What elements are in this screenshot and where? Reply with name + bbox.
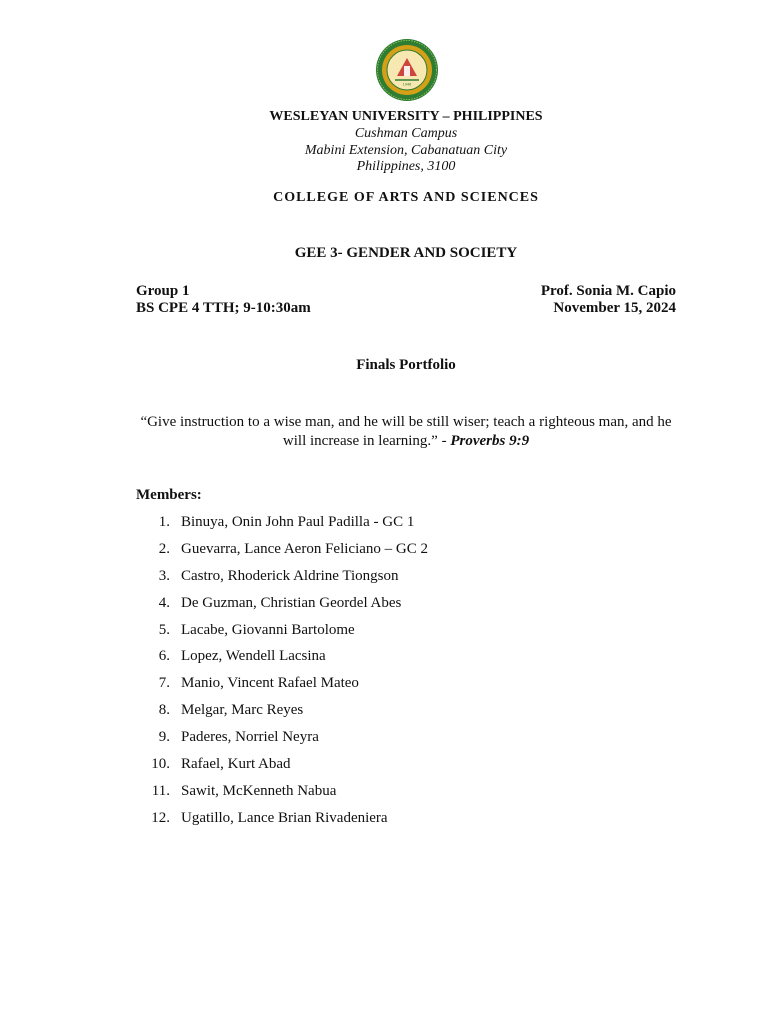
section-label: BS CPE 4 TTH; 9-10:30am — [136, 300, 311, 316]
member-name: Melgar, Marc Reyes — [181, 702, 304, 719]
member-name: Lopez, Wendell Lacsina — [181, 648, 326, 665]
college-name: COLLEGE OF ARTS AND SCIENCES — [273, 190, 539, 205]
course-title: GEE 3- GENDER AND SOCIETY — [294, 245, 518, 261]
list-item-number: 9. — [158, 729, 170, 746]
member-name: Manio, Vincent Rafael Mateo — [181, 675, 359, 692]
list-item-number: 7. — [158, 675, 170, 692]
member-name: Guevarra, Lance Aeron Feliciano – GC 2 — [181, 540, 428, 557]
list-item-number: 2. — [158, 540, 170, 557]
university-name: WESLEYAN UNIVERSITY – PHILIPPINES — [269, 109, 543, 124]
list-item-number: 6. — [158, 648, 170, 665]
list-item-number: 11. — [151, 782, 170, 799]
list-item-number: 1. — [158, 514, 170, 530]
university-seal-logo — [375, 38, 439, 102]
list-item-number: 12. — [151, 809, 170, 826]
country-line: Philippines, 3100 — [356, 159, 456, 174]
group-label: Group 1 — [136, 283, 190, 299]
member-name: De Guzman, Christian Geordel Abes — [181, 594, 402, 611]
list-item-number: 5. — [158, 621, 170, 638]
street-line: Mabini Extension, Cabanatuan City — [304, 142, 508, 158]
member-name: Paderes, Norriel Neyra — [181, 729, 319, 746]
quote-reference: Proverbs 9:9 — [450, 433, 530, 449]
quote-text: “Give instruction to a wise man, and he will be still wiser; teach a righteous man, and he will increase in learning.” - — [140, 414, 672, 449]
svg-text:1946: 1946 — [402, 82, 412, 87]
list-item-number: 10. — [151, 756, 170, 773]
professor-name: Prof. Sonia M. Capio — [540, 283, 676, 299]
campus-line: Cushman Campus — [354, 126, 458, 141]
list-item-number: 4. — [158, 594, 170, 611]
members-heading: Members: — [136, 487, 202, 503]
member-name: Rafael, Kurt Abad — [181, 756, 291, 773]
member-name: Lacabe, Giovanni Bartolome — [181, 621, 355, 638]
document-title: Finals Portfolio — [356, 357, 456, 373]
list-item-number: 8. — [158, 702, 170, 719]
list-item-number: 3. — [158, 567, 170, 584]
member-name: Ugatillo, Lance Brian Rivadeniera — [181, 809, 388, 826]
member-name: Castro, Rhoderick Aldrine Tiongson — [181, 567, 399, 584]
member-name: Binuya, Onin John Paul Padilla - GC 1 — [181, 514, 415, 530]
university-address — [136, 126, 676, 176]
document-date: November 15, 2024 — [553, 300, 676, 316]
member-name: Sawit, McKenneth Nabua — [181, 782, 337, 799]
bible-quote — [136, 413, 676, 451]
